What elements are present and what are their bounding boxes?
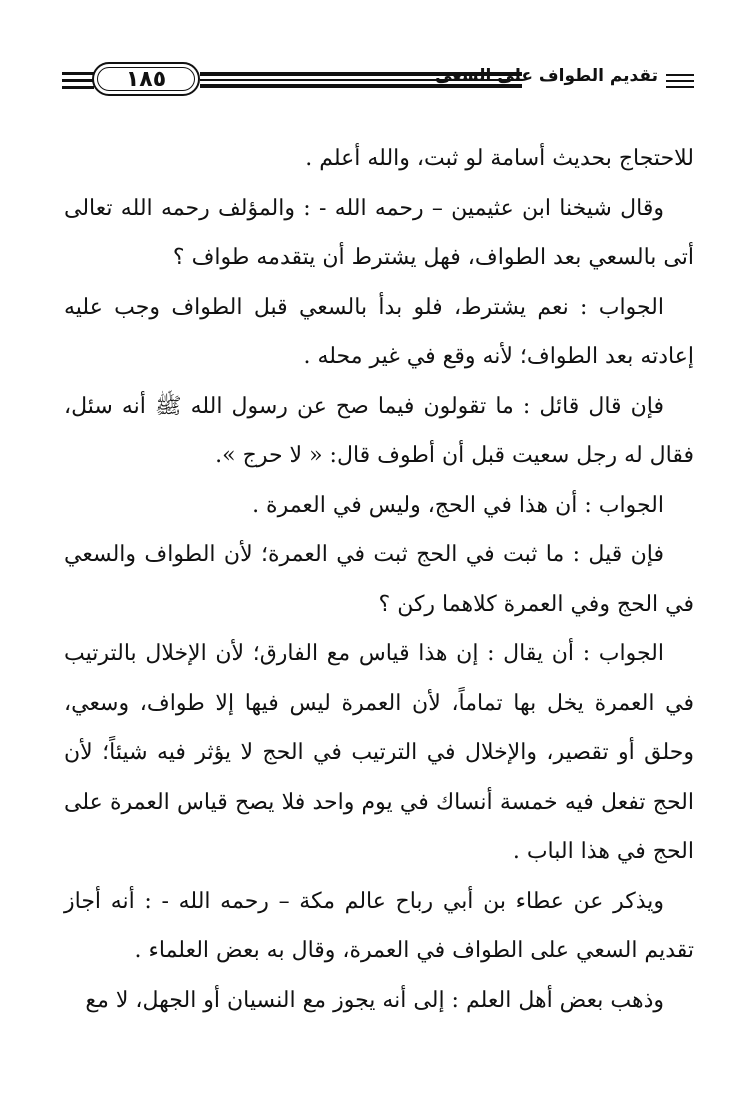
paragraph: وذهب بعض أهل العلم : إلى أنه يجوز مع النسيان أو الجهل، لا مع: [85, 987, 664, 1013]
header-rule: [62, 86, 94, 89]
paragraph: للاحتجاج بحديث أسامة لو ثبت، والله أعلم .: [305, 146, 694, 171]
header-rule: [62, 72, 94, 75]
paragraph: وقال شيخنا ابن عثيمين – رحمه الله - : والمؤلف رحمه الله تعالى أتى بالسعي بعد الطواف، فهل يشترط أن يتقدمه طواف ؟: [64, 195, 694, 270]
paragraph: فإن قيل : ما ثبت في الحج ثبت في العمرة؛ لأن الطواف والسعي في الحج وفي العمرة كلاهما ركن ؟: [64, 542, 694, 617]
paragraph: الجواب : أن يقال : إن هذا قياس مع الفارق؛ لأن الإخلال بالترتيب في العمرة يخل بها تماماً، لأن العمرة ليس فيها إلا طواف، وسعي، وحلق أو تقصير، والإخلال في الترتيب في الحج لا يؤثر فيه شيئاً؛ لأن الحج تفعل فيه خمسة أنساك في يوم واحد فلا يصح قياس العمرة على الحج في هذا الباب .: [64, 641, 694, 864]
page-body: [64, 134, 694, 1025]
paragraph: فإن قال قائل : ما تقولون فيما صح عن رسول الله ﷺ أنه سئل، فقال له رجل سعيت قبل أن أطوف قال: « لا حرج ».: [64, 393, 694, 468]
paragraph: الجواب : أن هذا في الحج، وليس في العمرة .: [252, 492, 664, 518]
page-number-frame: [92, 62, 200, 96]
page-header: [62, 62, 694, 98]
paragraph: ويذكر عن عطاء بن أبي رباح عالم مكة – رحمه الله - : أنه أجاز تقديم السعي على الطواف في العمرة، وقال به بعض العلماء .: [64, 888, 694, 963]
header-rule: [62, 79, 94, 82]
running-title: تقديم الطواف على السعي: [435, 66, 658, 86]
page-number: ١٨٥: [125, 66, 167, 92]
header-bars-icon: [666, 74, 694, 88]
paragraph: الجواب : نعم يشترط، فلو بدأ بالسعي قبل الطواف وجب عليه إعادته بعد الطواف؛ لأنه وقع في غير محله .: [64, 294, 694, 369]
